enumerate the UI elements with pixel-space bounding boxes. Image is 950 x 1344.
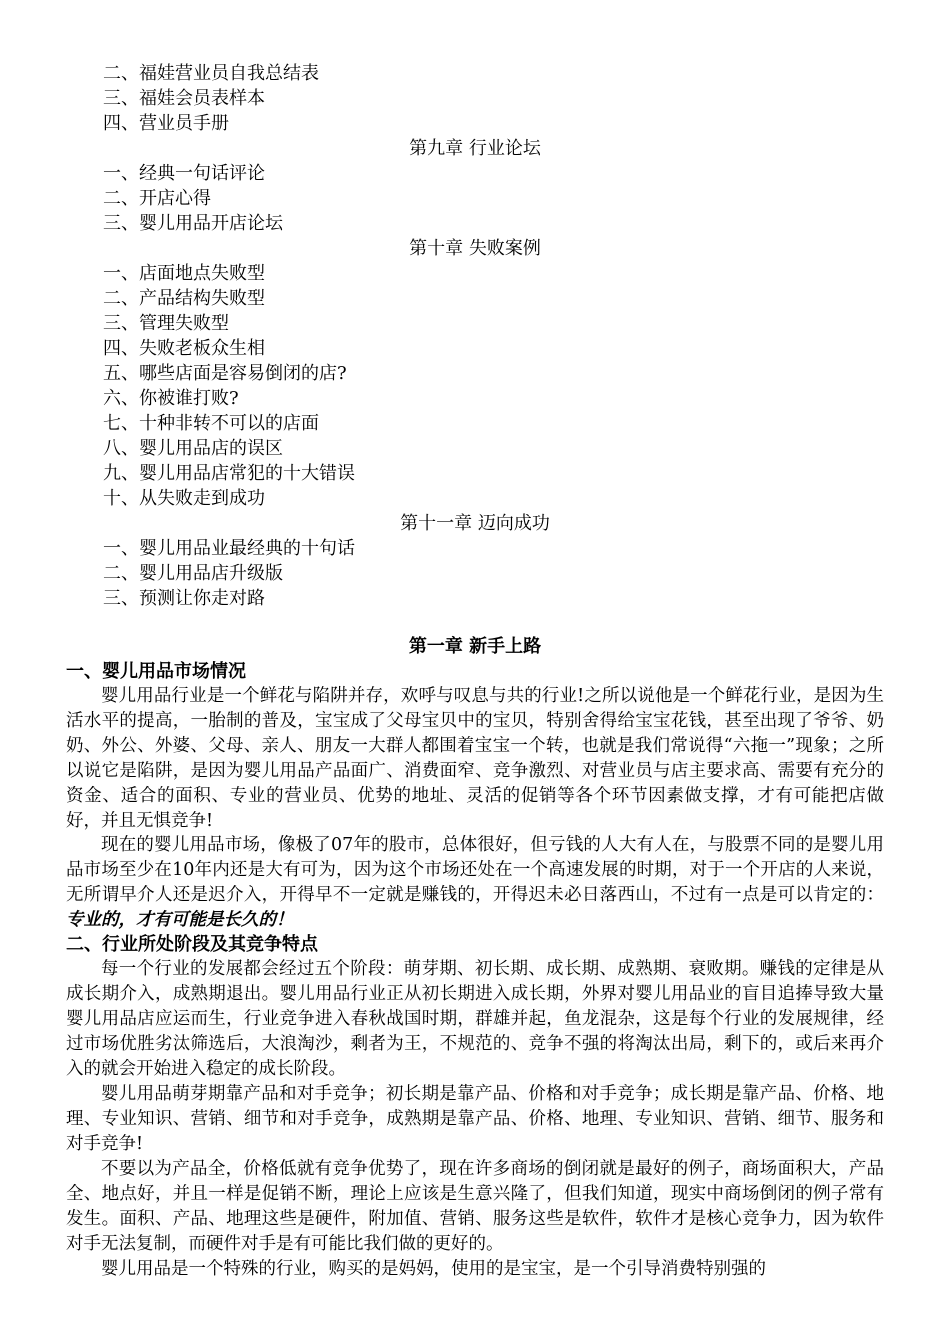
paragraph: 不要以为产品全，价格低就有竞争优势了，现在许多商场的倒闭就是最好的例子，商场面积大，产品全、地点好，并且一样是促销不断，理论上应该是生意兴隆了，但我们知道，现实中商场倒闭的例子常有发生。面积、产品、地理这些是硬件，附加值、营销、服务这些是软件，软件才是核心竞争力，因为软件对手无法复制，而硬件对手是有可能比我们做的更好的。: [66, 1159, 884, 1254]
toc-item: 二、婴儿用品店升级版: [103, 563, 283, 584]
toc-item: 七、十种非转不可以的店面: [103, 413, 319, 434]
toc-item: 一、婴儿用品业最经典的十句话: [103, 538, 355, 559]
chapter-title: 第一章 新手上路: [408, 636, 542, 657]
toc-item: 八、婴儿用品店的误区: [103, 438, 283, 459]
emphasis-text: 专业的，才有可能是长久的！: [66, 909, 294, 930]
toc-item: 五、哪些店面是容易倒闭的店?: [103, 363, 347, 384]
paragraph: 婴儿用品行业是一个鲜花与陷阱并存，欢呼与叹息与共的行业!之所以说他是一个鲜花行业，是因为生活水平的提高，一胎制的普及，宝宝成了父母宝贝中的宝贝，特别舍得给宝宝花钱，甚至出现了爷爷、奶奶、外公、外婆、父母、亲人、朋友一大群人都围着宝宝一个转，也就是我们常说得“六拖一”现象；之所以说它是陷阱，是因为婴儿用品产品面广、消费面窄、竞争激烈、对营业员与店主要求高、需要有充分的资金、适合的面积、专业的营业员、优势的地址、灵活的促销等各个环节因素做支撑，才有可能把店做好，并且无惧竞争!: [66, 686, 884, 831]
paragraph-text: 现在的婴儿用品市场，像极了07年的股市，总体很好，但亏钱的人大有人在，与股票不同的是婴儿用品市场至少在10年内还是大有可为，因为这个市场还处在一个高速发展的时期，对于一个开店的人来说，无所谓早介人还是迟介入，开得早不一定就是赚钱的，开得迟未必日落西山，不过有一点是可以肯定的：: [66, 835, 884, 905]
toc-item: 三、预测让你走对路: [103, 588, 265, 609]
paragraph: 婴儿用品是一个特殊的行业，购买的是妈妈，使用的是宝宝，是一个引导消费特别强的: [101, 1259, 766, 1279]
toc-item: 六、你被谁打败?: [103, 388, 239, 409]
section-heading: 一、婴儿用品市场情况: [66, 661, 246, 682]
toc-item: 三、福娃会员表样本: [103, 88, 265, 109]
toc-item: 二、福娃营业员自我总结表: [103, 63, 319, 84]
toc-item: 四、失败老板众生相: [103, 338, 265, 359]
paragraph: 每一个行业的发展都会经过五个阶段：萌芽期、初长期、成长期、成熟期、衰败期。赚钱的定律是从成长期介入，成熟期退出。婴儿用品行业正从初长期进入成长期，外界对婴儿用品业的盲目追捧导致大量婴儿用品店应运而生，行业竞争进入春秋战国时期，群雄并起，鱼龙混杂，这是每个行业的发展规律，经过市场优胜劣汰筛选后，大浪淘沙，剩者为王，不规范的、竞争不强的将淘汰出局，剩下的，或后来再介入的就会开始进入稳定的成长阶段。: [66, 959, 884, 1079]
toc-item: 二、产品结构失败型: [103, 288, 265, 309]
paragraph: [66, 833, 884, 933]
section-heading: 二、行业所处阶段及其竞争特点: [66, 934, 318, 955]
toc-item: 二、开店心得: [103, 188, 211, 209]
toc-item: 十、从失败走到成功: [103, 488, 265, 509]
toc-chapter-heading: 第九章 行业论坛: [409, 138, 541, 159]
paragraph: 婴儿用品萌芽期靠产品和对手竞争；初长期是靠产品、价格和对手竞争；成长期是靠产品、价格、地理、专业知识、营销、细节和对手竞争，成熟期是靠产品、价格、地理、专业知识、营销、细节、服务和对手竞争!: [66, 1084, 884, 1154]
toc-item: 一、店面地点失败型: [103, 263, 265, 284]
toc-chapter-heading: 第十一章 迈向成功: [400, 513, 550, 534]
toc-item: 三、管理失败型: [103, 313, 229, 334]
toc-item: 三、婴儿用品开店论坛: [103, 213, 283, 234]
toc-item: 九、婴儿用品店常犯的十大错误: [103, 463, 355, 484]
toc-item: 四、营业员手册: [103, 113, 229, 134]
toc-item: 一、经典一句话评论: [103, 163, 265, 184]
toc-chapter-heading: 第十章 失败案例: [409, 238, 541, 259]
